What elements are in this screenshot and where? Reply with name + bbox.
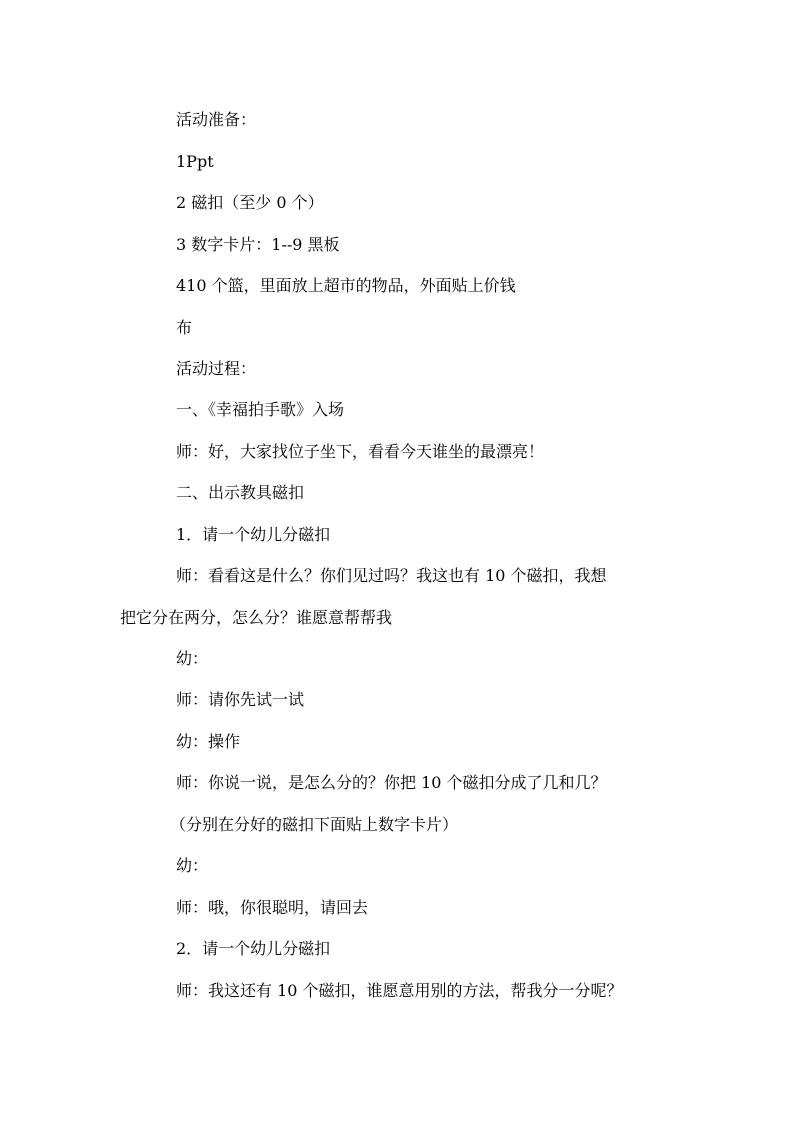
prep-item-2: 2 磁扣（至少 0 个） xyxy=(176,193,324,212)
child-line: 幼： xyxy=(176,649,209,668)
child-line: 幼： xyxy=(176,856,209,875)
step-2-title: 2．请一个幼儿分磁扣 xyxy=(176,939,331,958)
prep-item-4: 410 个篮，里面放上超市的物品，外面贴上价钱 xyxy=(176,276,516,295)
heading-activity-preparation: 活动准备： xyxy=(176,110,257,129)
teacher-line: 师：你说一说，是怎么分的？你把 10 个磁扣分成了几和几？ xyxy=(176,773,607,792)
child-line: 幼：操作 xyxy=(176,732,241,751)
section-2-title: 二、出示教具磁扣 xyxy=(176,483,305,502)
section-1-title: 一、《幸福拍手歌》入场 xyxy=(176,400,345,419)
stage-direction: （分别在分好的磁扣下面贴上数字卡片） xyxy=(170,815,459,834)
heading-activity-process: 活动过程： xyxy=(176,359,257,378)
prep-item-3: 3 数字卡片：1--9 黑板 xyxy=(176,235,340,254)
teacher-line: 师：我这还有 10 个磁扣，谁愿意用别的方法，帮我分一分呢？ xyxy=(176,981,623,1000)
teacher-line: 师：好，大家找位子坐下，看看今天谁坐的最漂亮！ xyxy=(176,442,545,461)
prep-item-1: 1Ppt xyxy=(176,152,214,171)
teacher-line: 师：哦，你很聪明，请回去 xyxy=(176,898,369,917)
teacher-line: 师：请你先试一试 xyxy=(176,690,305,709)
teacher-line: 师：看看这是什么？你们见过吗？我这也有 10 个磁扣，我想 xyxy=(176,566,607,585)
prep-item-5: 布 xyxy=(176,318,193,337)
step-1-title: 1．请一个幼儿分磁扣 xyxy=(176,525,331,544)
teacher-line-continuation: 把它分在两分，怎么分？谁愿意帮帮我 xyxy=(120,608,393,627)
